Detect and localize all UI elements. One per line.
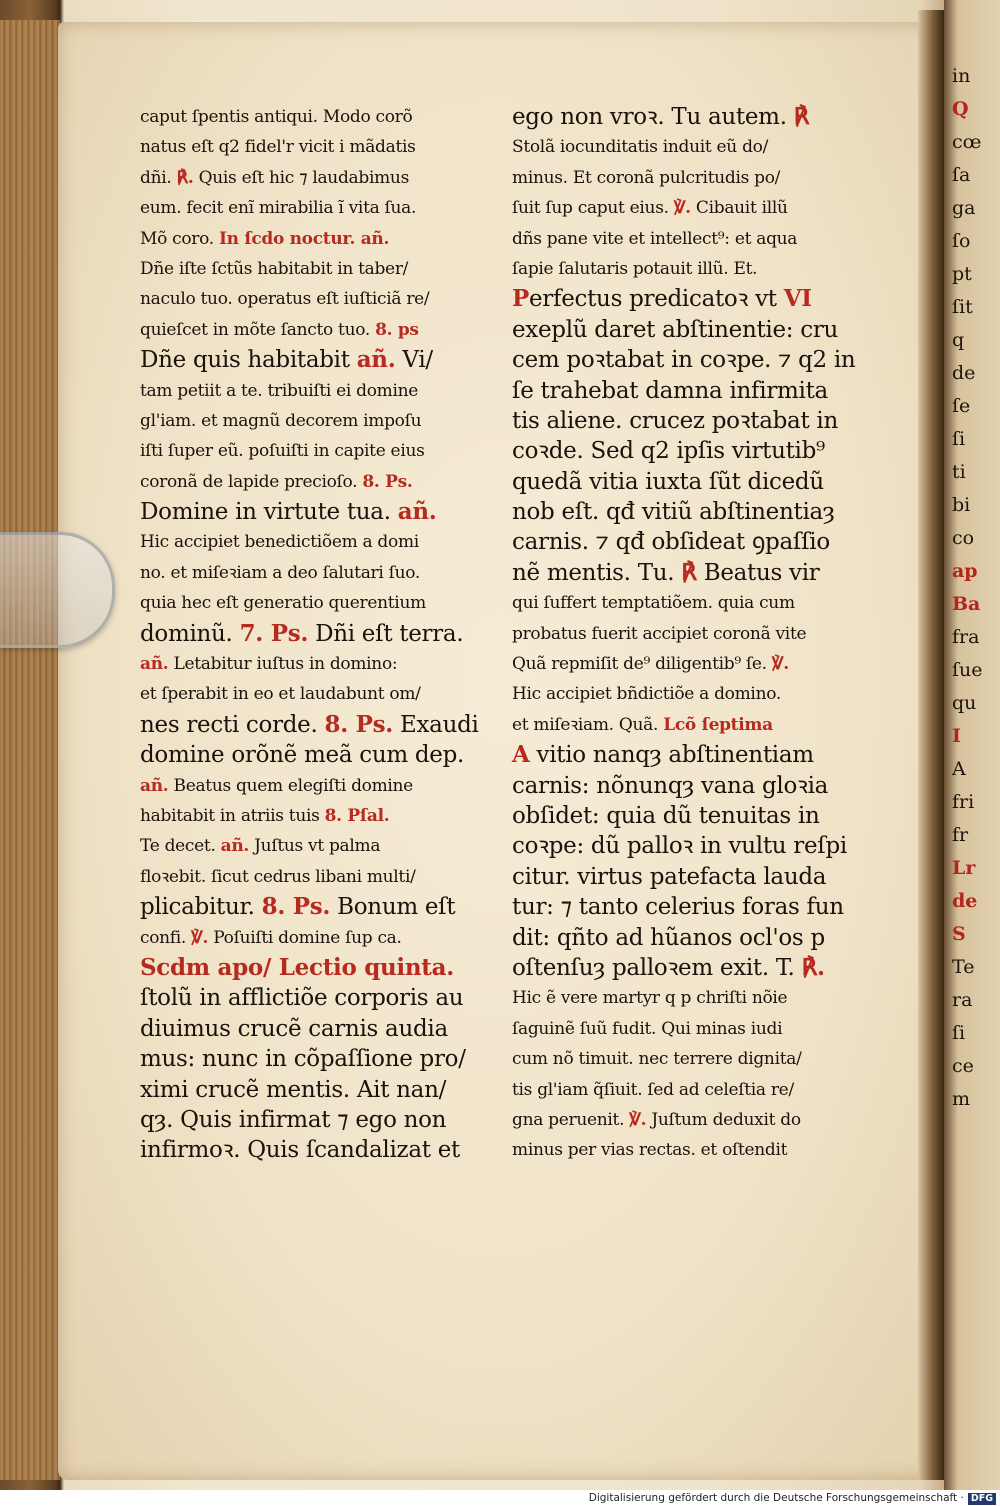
- facing-page-line: ſi: [952, 428, 966, 450]
- text-run: coronã de lapide precioſo.: [140, 471, 363, 492]
- rubric-text: añ.: [356, 346, 396, 374]
- facing-page-line: q: [952, 329, 965, 351]
- facing-page-line: cœ: [952, 131, 982, 153]
- facing-page-line: ga: [952, 197, 976, 219]
- text-run: Mõ coro.: [140, 228, 219, 249]
- text-line: cum nõ timuit. nec terrere dignita/: [512, 1049, 802, 1070]
- text-line: [512, 284, 882, 314]
- facing-page-line: fri: [952, 791, 975, 813]
- text-run: ſuit ſup caput eius.: [512, 198, 674, 219]
- text-line: [140, 953, 515, 983]
- text-line: caput ſpentis antiqui. Modo corõ: [140, 107, 413, 127]
- text-line: [512, 1105, 882, 1135]
- text-line: Hic ẽ vere martyr q p chriſti nõie: [512, 988, 788, 1009]
- text-line: [140, 497, 515, 527]
- text-line: citur. virtus patefacta lauda: [512, 863, 827, 890]
- facing-page-line: Te: [952, 956, 975, 978]
- facing-page-line: fra: [952, 626, 980, 648]
- rubric-text: VI: [783, 285, 812, 313]
- text-run: vitio nanqȝ abſtinentiam: [529, 742, 814, 769]
- rubric-text: Lectio quinta.: [278, 953, 454, 981]
- text-line: [140, 163, 515, 193]
- text-line: minus. Et coronã pulcritudis po/: [512, 167, 781, 188]
- text-run: Bonum eſt: [330, 894, 456, 921]
- facing-page-fragment: [944, 0, 1000, 1490]
- text-run: et miſeꝛiam. Quã.: [512, 714, 664, 735]
- facing-page-line: ſi: [952, 1022, 966, 1044]
- text-run: nẽ mentis. Tu.: [512, 559, 682, 586]
- rubric-text: añ.: [140, 654, 169, 675]
- rubric-text: 8. Pſal.: [324, 805, 390, 826]
- text-run: Vi/: [395, 347, 433, 374]
- text-run: Exaudi: [393, 711, 479, 738]
- page-edges: [0, 20, 60, 1480]
- rubric-text: 8. Ps.: [362, 471, 413, 492]
- rubric-text: P: [512, 285, 529, 313]
- text-line: Hic accipiet bñdictiõe a domino.: [512, 684, 781, 705]
- text-line: cem poꝛtabat in coꝛpe. ⁊ q2 in: [512, 347, 856, 374]
- text-line: [512, 649, 882, 679]
- text-run: Juſtum deduxit do: [646, 1109, 801, 1130]
- text-line: ſtolũ in afflictiõe corporis au: [140, 985, 464, 1012]
- facing-page-line: Ba: [952, 593, 981, 615]
- rubric-text: añ.: [220, 836, 250, 857]
- rubric-text: 8. ps: [375, 319, 419, 340]
- rubric-text: 8. Ps.: [324, 710, 393, 738]
- facing-page-line: ſa: [952, 164, 971, 186]
- facing-page-line: I: [952, 725, 961, 747]
- text-line: iſti ſuper eũ. poſuiſti in capite eius: [140, 441, 425, 462]
- text-run: oſtenſuȝ palloꝛem exit. T.: [512, 954, 802, 981]
- text-line: dit: qñto ad hũanos ocl'os p: [512, 924, 825, 951]
- text-run: Poſuiſti domine ſup ca.: [208, 927, 402, 948]
- rubric-text: ℟.: [176, 167, 194, 188]
- text-run: Letabitur iuſtus in domino:: [168, 654, 398, 675]
- text-line: tis aliene. crucez poꝛtabat in: [512, 407, 838, 434]
- text-line: quia hec eſt generatio querentium: [140, 593, 426, 614]
- text-line: diuimus crucẽ carnis audia: [140, 1015, 448, 1042]
- text-line: naculo tuo. operatus eſt iuſticiã re/: [140, 289, 430, 310]
- text-line: [140, 224, 515, 254]
- text-line: [140, 831, 515, 861]
- facing-page-line: S: [952, 923, 966, 945]
- footer-credit: [0, 1490, 1000, 1506]
- text-line: nob eſt. qđ vitiũ abſtinentiaȝ: [512, 499, 835, 526]
- text-line: [140, 771, 515, 801]
- facing-page-line: de: [952, 362, 976, 384]
- text-run: plicabitur.: [140, 894, 262, 921]
- rubric-text: añ.: [397, 498, 437, 526]
- right-text-column: [512, 102, 882, 1166]
- text-run: Beatus vir: [696, 559, 820, 586]
- text-line: et ſperabit in eo et laudabunt om/: [140, 684, 421, 705]
- text-line: mus: nunc in cõpaſſione pro/: [140, 1046, 466, 1073]
- text-run: dñi.: [140, 167, 177, 188]
- rubric-text: ℟: [681, 558, 697, 586]
- text-run: Dñi eſt terra.: [308, 620, 464, 647]
- text-line: [512, 558, 882, 588]
- text-line: carnis: nõnunqȝ vana gloꝛia: [512, 772, 829, 799]
- text-line: tam petiit a te. tribuiſti ei domine: [140, 380, 419, 401]
- text-line: obſidet: quia dũ tenuitas in: [512, 802, 820, 829]
- text-line: domine orõnẽ meã cum dep.: [140, 742, 465, 769]
- text-line: [140, 315, 515, 345]
- text-line: coꝛpe: dũ palloꝛ in vultu reſpi: [512, 833, 847, 860]
- text-line: [512, 193, 882, 223]
- text-line: ſapie ſalutaris potauit illũ. Et.: [512, 258, 758, 279]
- footer-text: Digitalisierung gefördert durch die Deutsche Forschungsgemeinschaft ·: [588, 1492, 964, 1504]
- facing-page-line: Lr: [952, 857, 976, 879]
- text-run: Domine in virtute tua.: [140, 499, 398, 526]
- rubric-text: Lcõ ſeptima: [663, 714, 773, 735]
- left-text-column: [140, 102, 515, 1166]
- text-line: quedã vitia iuxta ſũt dicedũ: [512, 468, 824, 495]
- facing-page-line: ra: [952, 989, 973, 1011]
- text-line: infirmoꝛ. Quis ſcandalizat et: [140, 1137, 460, 1164]
- facing-page-line: bi: [952, 494, 971, 516]
- text-run: ego non vroꝛ. Tu autem.: [512, 104, 794, 130]
- book-gutter: [918, 10, 946, 1480]
- text-line: [140, 649, 515, 679]
- rubric-text: ℣.: [771, 654, 789, 675]
- text-line: ſe trahebat damna infirmita: [512, 377, 828, 404]
- text-line: qȝ. Quis infirmat ⁊ ego non: [140, 1106, 447, 1133]
- text-line: gl'iam. et magnũ decorem impoſu: [140, 410, 422, 431]
- text-line: exeplũ daret abſtinentie: cru: [512, 316, 839, 343]
- text-run: nes recti corde.: [140, 711, 325, 738]
- text-line: [140, 619, 515, 649]
- facing-page-line: Q: [952, 98, 969, 120]
- text-line: [512, 953, 882, 983]
- text-line: [512, 710, 882, 740]
- text-line: dñs pane vite et intellect⁹: et aqua: [512, 228, 798, 249]
- text-line: floꝛebit. ſicut cedrus libani multi/: [140, 866, 416, 887]
- rubric-text: ℟: [793, 103, 810, 130]
- facing-page-line: qu: [952, 692, 977, 714]
- text-run: erfectus predicatoꝛ vt: [529, 286, 784, 313]
- text-run: Quis eſt hic ⁊ laudabimus: [193, 167, 409, 188]
- rubric-text: ℟.: [801, 953, 825, 981]
- facing-page-line: pt: [952, 263, 972, 285]
- facing-page-line: ſit: [952, 296, 973, 318]
- facing-page-line: ſo: [952, 230, 971, 252]
- facing-page-line: ti: [952, 461, 966, 483]
- rubric-text: Scdm apo/: [140, 953, 279, 981]
- facing-page-line: ce: [952, 1055, 974, 1077]
- facing-page-line: ſe: [952, 395, 971, 417]
- text-line: [140, 801, 515, 831]
- facing-page-line: A: [952, 758, 966, 780]
- text-run: dominũ.: [140, 620, 240, 647]
- dfg-logo: DFG: [968, 1493, 996, 1505]
- text-line: tur: ⁊ tanto celerius foras fun: [512, 894, 844, 921]
- rubric-text: añ.: [140, 775, 169, 796]
- text-line: tis gl'iam q̃ſiuit. ſed ad celeſtia re/: [512, 1079, 794, 1100]
- text-run: quieſcet in mõte ſancto tuo.: [140, 319, 376, 340]
- text-line: [140, 467, 515, 497]
- text-line: [140, 892, 515, 922]
- facing-page-line: ſue: [952, 659, 983, 681]
- text-run: Juſtus vt palma: [249, 836, 381, 857]
- rubric-text: 8. Ps.: [261, 893, 331, 921]
- rubric-text: A: [512, 741, 530, 769]
- text-line: no. et miſeꝛiam a deo ſalutari ſuo.: [140, 562, 421, 583]
- text-line: carnis. ⁊ qđ obſideat ꝯpaſſio: [512, 529, 830, 556]
- text-line: minus per vias rectas. et oſtendit: [512, 1140, 788, 1161]
- rubric-text: In ſcdo noctur. añ.: [218, 228, 390, 249]
- facing-page-line: m: [952, 1088, 971, 1110]
- facing-page-line: de: [952, 890, 978, 912]
- text-line: qui ſuffert temptatiõem. quia cum: [512, 593, 795, 614]
- text-line: [140, 345, 515, 375]
- text-run: Beatus quem elegiſti domine: [168, 775, 413, 796]
- facing-page-line: ap: [952, 560, 978, 582]
- rubric-text: ℣.: [673, 198, 691, 219]
- text-line: [140, 923, 515, 953]
- text-line: [512, 102, 882, 132]
- text-run: Quã repmiſit de⁹ diligentib⁹ ſe.: [512, 654, 772, 675]
- text-line: Stolã iocunditatis induit eũ do/: [512, 137, 769, 158]
- text-run: confi.: [140, 927, 192, 948]
- text-line: Hic accipiet benedictiõem a domi: [140, 532, 419, 553]
- text-line: [512, 740, 882, 770]
- text-line: probatus fuerit accipiet coronã vite: [512, 623, 807, 644]
- facing-page-line: in: [952, 65, 971, 87]
- text-line: [140, 710, 515, 740]
- facing-page-line: fr: [952, 824, 969, 846]
- text-line: eum. fecit enĩ mirabilia ĩ vita ſua.: [140, 198, 417, 219]
- text-run: gna peruenit.: [512, 1109, 630, 1130]
- text-run: Cibauit illũ: [690, 198, 788, 219]
- text-run: Dñe quis habitabit: [140, 347, 357, 374]
- facing-page-line: co: [952, 527, 975, 549]
- rubric-text: ℣.: [629, 1109, 647, 1130]
- text-line: ſaguinẽ ſuũ fudit. Qui minas iudi: [512, 1018, 783, 1039]
- text-run: Te decet.: [140, 836, 221, 857]
- rubric-text: 7. Ps.: [239, 619, 309, 647]
- page-clip: [0, 532, 115, 648]
- text-line: ximi crucẽ mentis. Ait nan/: [140, 1076, 447, 1103]
- text-line: coꝛde. Sed q2 ipſis virtutib⁹: [512, 438, 825, 465]
- text-line: Dñe iſte ſctũs habitabit in taber/: [140, 258, 409, 279]
- rubric-text: ℣.: [191, 927, 209, 948]
- text-line: natus eſt q2 fidel'r vicit i mãdatis: [140, 137, 416, 158]
- text-run: habitabit in atriis tuis: [140, 805, 325, 826]
